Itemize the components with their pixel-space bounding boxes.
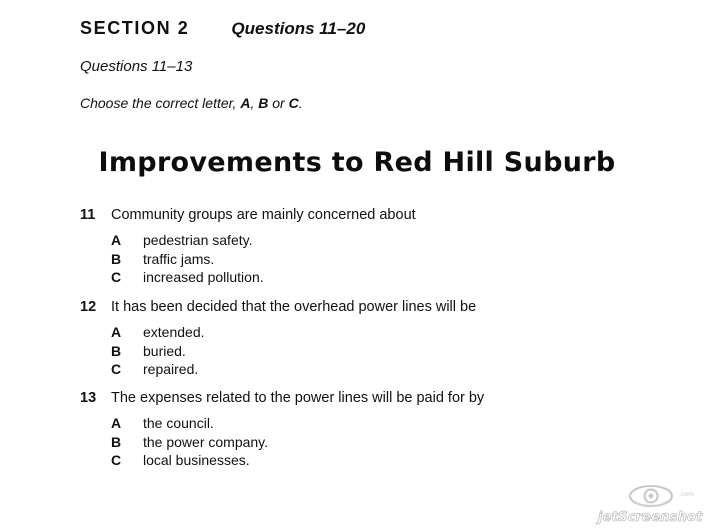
option-item bbox=[111, 415, 484, 434]
option-letter: C bbox=[111, 269, 122, 285]
question-stem bbox=[80, 207, 416, 223]
option-list bbox=[111, 324, 476, 380]
eye-swirl-icon bbox=[628, 483, 674, 509]
instruction-sep-1: , bbox=[250, 95, 259, 111]
instruction-letter-a: A bbox=[240, 95, 251, 111]
section-label: SECTION 2 bbox=[80, 18, 190, 38]
subsection-question-range: Questions 11–13 bbox=[80, 58, 193, 75]
instruction-sep-2: or bbox=[268, 95, 289, 111]
question-stem bbox=[80, 390, 484, 406]
page-title: Improvements to Red Hill Suburb bbox=[98, 147, 616, 178]
question-11 bbox=[80, 207, 416, 288]
option-text: local businesses. bbox=[143, 452, 250, 468]
section-header bbox=[80, 18, 365, 39]
watermark bbox=[598, 483, 708, 525]
option-text: extended. bbox=[143, 324, 205, 340]
option-text: repaired. bbox=[143, 361, 199, 377]
question-text: The expenses related to the power lines will be paid for by bbox=[111, 390, 485, 406]
option-letter: A bbox=[111, 232, 122, 248]
option-item bbox=[111, 452, 484, 471]
question-number: 11 bbox=[80, 207, 96, 223]
option-text: pedestrian safety. bbox=[143, 232, 253, 248]
option-list bbox=[111, 415, 484, 471]
section-question-range: Questions 11–20 bbox=[231, 19, 366, 38]
option-text: the council. bbox=[143, 415, 214, 431]
instruction-text bbox=[80, 95, 303, 111]
option-letter: B bbox=[111, 342, 122, 359]
option-item bbox=[111, 361, 476, 380]
question-13 bbox=[80, 390, 484, 471]
option-text: the power company. bbox=[143, 433, 269, 450]
question-text: Community groups are mainly concerned about bbox=[111, 207, 416, 223]
option-item bbox=[111, 251, 416, 270]
instruction-suffix: . bbox=[298, 95, 303, 111]
watermark-suffix: .com bbox=[679, 491, 694, 498]
option-letter: C bbox=[111, 452, 122, 468]
option-letter: A bbox=[111, 324, 122, 340]
option-text: buried. bbox=[143, 342, 186, 359]
option-item bbox=[111, 343, 476, 362]
instruction-letter-b: B bbox=[258, 95, 269, 111]
option-item bbox=[111, 232, 416, 251]
option-list bbox=[111, 232, 416, 288]
option-text: traffic jams. bbox=[143, 250, 215, 267]
question-text: It has been decided that the overhead power lines will be bbox=[111, 299, 477, 315]
option-text: increased pollution. bbox=[143, 269, 264, 285]
instruction-letter-c: C bbox=[288, 95, 299, 111]
option-letter: B bbox=[111, 433, 122, 450]
question-12 bbox=[80, 299, 476, 380]
question-number: 13 bbox=[80, 390, 97, 406]
option-letter: A bbox=[111, 415, 122, 431]
instruction-prefix: Choose the correct letter, bbox=[80, 95, 241, 111]
option-item bbox=[111, 269, 416, 288]
option-letter: B bbox=[111, 250, 122, 267]
watermark-text: jetScreenshot bbox=[598, 510, 703, 525]
question-number: 12 bbox=[80, 299, 97, 315]
option-letter: C bbox=[111, 361, 122, 377]
option-item bbox=[111, 324, 476, 343]
option-item bbox=[111, 434, 484, 453]
question-stem bbox=[80, 299, 476, 315]
